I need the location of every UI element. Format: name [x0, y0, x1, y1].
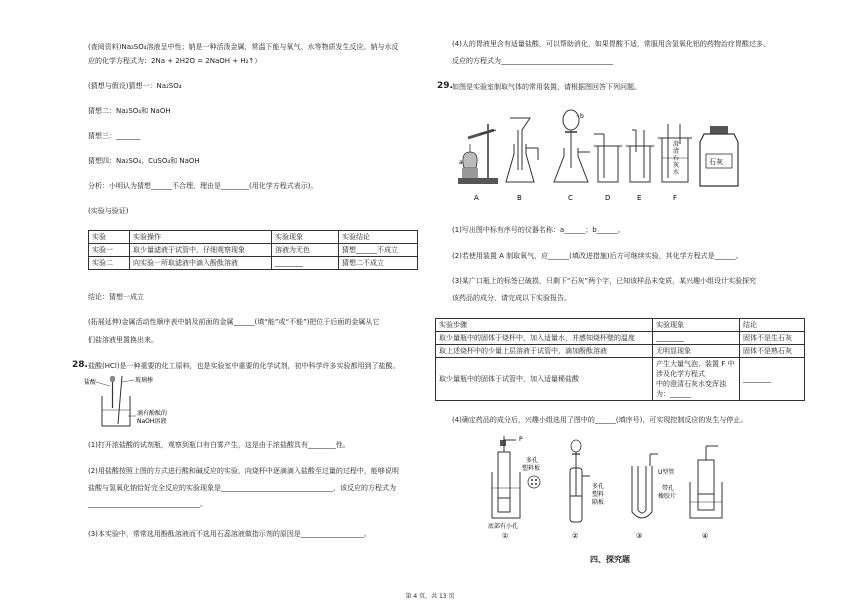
table-header-cell: 实验步骤: [436, 319, 653, 332]
table-cell: 取少量瓶中的固体于烧杯中，加入适量水，并感知烧杯壁的温度: [436, 332, 653, 345]
table-cell: 取少量滤液于试管中，仔细观察现象: [130, 244, 272, 257]
label-1c: 底部有小孔: [488, 523, 519, 530]
letter-E: E: [637, 194, 642, 202]
q28-intro: 盐酸(HCl)是一种重要的化工原料，也是实验室中重要的化学试剂，初中科学许多实验都用到了盐酸。: [88, 362, 400, 370]
device-number-1: ①: [502, 532, 509, 540]
hypothesis-1: (猜想与假设)猜想一：Na₂SO₄: [88, 82, 182, 90]
verify-heading: (实验与验证): [88, 207, 129, 215]
beaker: [102, 396, 130, 426]
q29-part3-line1: (3)某广口瓶上的标签已破损，只剩下“石灰”两个字，已知该样品未变质，某兴趣小组设计实验探究: [452, 277, 757, 285]
reagent-jar: [700, 126, 738, 186]
letter-B: B: [517, 194, 522, 202]
label-2c: 隔板: [592, 499, 605, 506]
table-row: [436, 332, 805, 345]
ref-info-line1: (查阅资料)Na₂SO₄溶液呈中性；钠是一种活泼金属，常温下能与氧气、水等物质发生反应。钠与水反: [88, 43, 399, 51]
extension-line1: (拓展延伸)金属活动性顺序表中钠及前面的金属______(填“能”或“不能”)把位于后面的金属从它: [88, 318, 380, 326]
hypothesis-4: 猜想四：Na₂SO₄、CuSO₄和 NaOH: [88, 157, 200, 165]
extension-line2: 们盐溶液里置换出来。: [88, 336, 158, 344]
conclusion-text: 结论：猜想一成立: [88, 293, 144, 301]
section-heading: 四、探究题: [590, 555, 630, 564]
question-number-29: 29.: [437, 81, 453, 91]
label-F-4: 灰: [673, 162, 680, 169]
table-header-cell: 实验现象: [653, 319, 740, 332]
label-solution: 滴有酚酞的: [137, 410, 168, 417]
q29-part4: (4)确定药品的成分后，兴趣小组选用了图中的______(填序号)，可实现控制反应的发生与停止。: [452, 416, 748, 424]
table-cell: ________: [740, 358, 805, 401]
table-header-row: [436, 319, 805, 332]
experiment-table: [88, 230, 418, 270]
apparatus-C: [554, 110, 590, 182]
device-3: [632, 454, 676, 540]
label-2a: 多孔: [592, 483, 605, 490]
label-3a: U型管: [658, 469, 675, 476]
table-row: [89, 257, 418, 270]
label-F-5: 水: [673, 169, 680, 176]
letter-D: D: [605, 194, 611, 202]
table-header-cell: 实验现象: [272, 231, 339, 244]
q29-part2: (2)若使用装置 A 制取氧气，应______(填改进措施)后方可继续实验，其化学方程式是______。: [452, 252, 743, 260]
jar-label: 石灰: [709, 158, 723, 166]
label-2b: 塑料: [592, 491, 605, 498]
ref-info-line2: 应的化学方程式为：2Na + 2H2O = 2NaOH + H₂↑）: [88, 57, 262, 65]
q29-intro: 如图是实验室制取气体的常用装置，请根据图回答下列问题。: [452, 83, 641, 91]
q29-part1: (1)写出图中标有序号的仪器名称：a______；b______。: [452, 226, 625, 234]
label-3c: 橡胶片: [658, 493, 677, 500]
label-3b: 带孔: [662, 485, 675, 492]
q28-beaker-figure: [84, 372, 194, 430]
q28-part4-line2: 反应的方程式为________________________________: [452, 57, 613, 65]
page-footer: 第 4 页，共 13 页: [405, 593, 455, 600]
table-cell: 猜想______不成立: [339, 244, 418, 257]
label-b: b: [580, 113, 584, 120]
table-header-row: [89, 231, 418, 244]
device-2: [570, 440, 604, 540]
q28-part2-line2: 盐酸与氢氧化钠恰好完全反应的实验现象是________________________________，该反应的方程式为: [88, 484, 396, 492]
table-header-cell: 实验操作: [130, 231, 272, 244]
table-cell: 固体不是生石灰: [740, 332, 805, 345]
table-row: [436, 345, 805, 358]
device-number-3: ③: [636, 532, 643, 540]
table-cell: 实验一: [89, 244, 130, 257]
table-cell: 向实验一所取滤液中滴入酚酞溶液: [130, 257, 272, 270]
label-F-1: 澄: [673, 141, 680, 148]
q28-part2-line1: (2)用盐酸按照上图的方式进行酸和碱反应的实验，向烧杯中逐滴滴入盐酸至过量的过程中，能够说明: [88, 467, 399, 475]
table-cell: ________: [272, 257, 339, 270]
question-number-28: 28.: [72, 360, 88, 370]
apparatus-A: [458, 124, 498, 184]
label-solution-2: NaOH溶液: [137, 418, 167, 425]
analysis-text: 分析：小明认为猜想______不合理，理由是________(用化学方程式表示)。: [88, 182, 318, 190]
table-cell: 固体不是熟石灰: [740, 345, 805, 358]
hypothesis-2: 猜想二：Na₂SO₄和 NaOH: [88, 107, 171, 115]
table-cell: 溶液为无色: [272, 244, 339, 257]
table-cell: 取少量瓶中的固体于试管中，加入适量稀盐酸: [436, 358, 653, 401]
q28-part2-line3: ________________________________。: [88, 500, 207, 508]
apparatus-B: [506, 118, 538, 182]
label-acid: 盐酸: [84, 379, 97, 386]
q29-part3-line2: 该药品的成分，请完成以下实验报告。: [452, 294, 571, 302]
q29-devices-figure: [486, 432, 766, 540]
q28-part3: (3)本实验中，常常选用酚酞溶液而不选用石蕊溶液做指示剂的原因是__________________。: [88, 530, 371, 538]
table-cell: ________: [653, 332, 740, 345]
apparatus-D: [594, 134, 622, 182]
report-table: [435, 318, 805, 401]
q28-part1: (1)打开浓盐酸的试剂瓶，观察到瓶口有白雾产生，这是由于浓盐酸具有________性。: [88, 441, 350, 449]
table-cell: 取上述烧杯中的少量上层溶液于试管中，滴加酚酞溶液: [436, 345, 653, 358]
label-rod: 玻璃棒: [135, 377, 154, 384]
q28-part4-line1: (4)人的胃液里含有适量盐酸，可以帮助消化，如果胃酸不适，常服用含氢氧化铝的药物治疗胃酸过多，: [452, 40, 770, 48]
hypothesis-3: 猜想三：_______: [88, 132, 141, 140]
apparatus-E: [626, 130, 654, 182]
label-F-3: 石: [673, 155, 680, 162]
dropper-bulb: [110, 376, 115, 382]
label-P: P: [519, 436, 523, 443]
table-header-cell: 结论: [740, 319, 805, 332]
table-row: [436, 358, 805, 401]
letter-F: F: [673, 194, 678, 202]
letter-C: C: [568, 194, 573, 202]
table-header-cell: 实验: [89, 231, 130, 244]
label-1a: 多孔: [526, 457, 539, 464]
glass-rod: [118, 376, 122, 424]
device-1: [488, 436, 540, 540]
label-a: a: [459, 159, 463, 166]
label-1b: 塑料板: [522, 465, 541, 472]
q29-apparatus-figure: [448, 94, 748, 206]
table-cell-multiline: 产生大量气泡，装置 F 中涉及化学方程式 中的澄清石灰水变浑浊为：______: [653, 358, 740, 401]
letter-A: A: [474, 194, 479, 202]
table-cell: 无明显现象: [653, 345, 740, 358]
device-number-2: ②: [572, 532, 579, 540]
table-row: [89, 244, 418, 257]
apparatus-F: [658, 124, 692, 182]
label-F-2: 清: [673, 148, 680, 155]
table-cell: 猜想二不成立: [339, 257, 418, 270]
device-4: [690, 446, 722, 540]
table-header-cell: 实验结论: [339, 231, 418, 244]
table-cell: 实验二: [89, 257, 130, 270]
device-number-4: ④: [702, 532, 709, 540]
